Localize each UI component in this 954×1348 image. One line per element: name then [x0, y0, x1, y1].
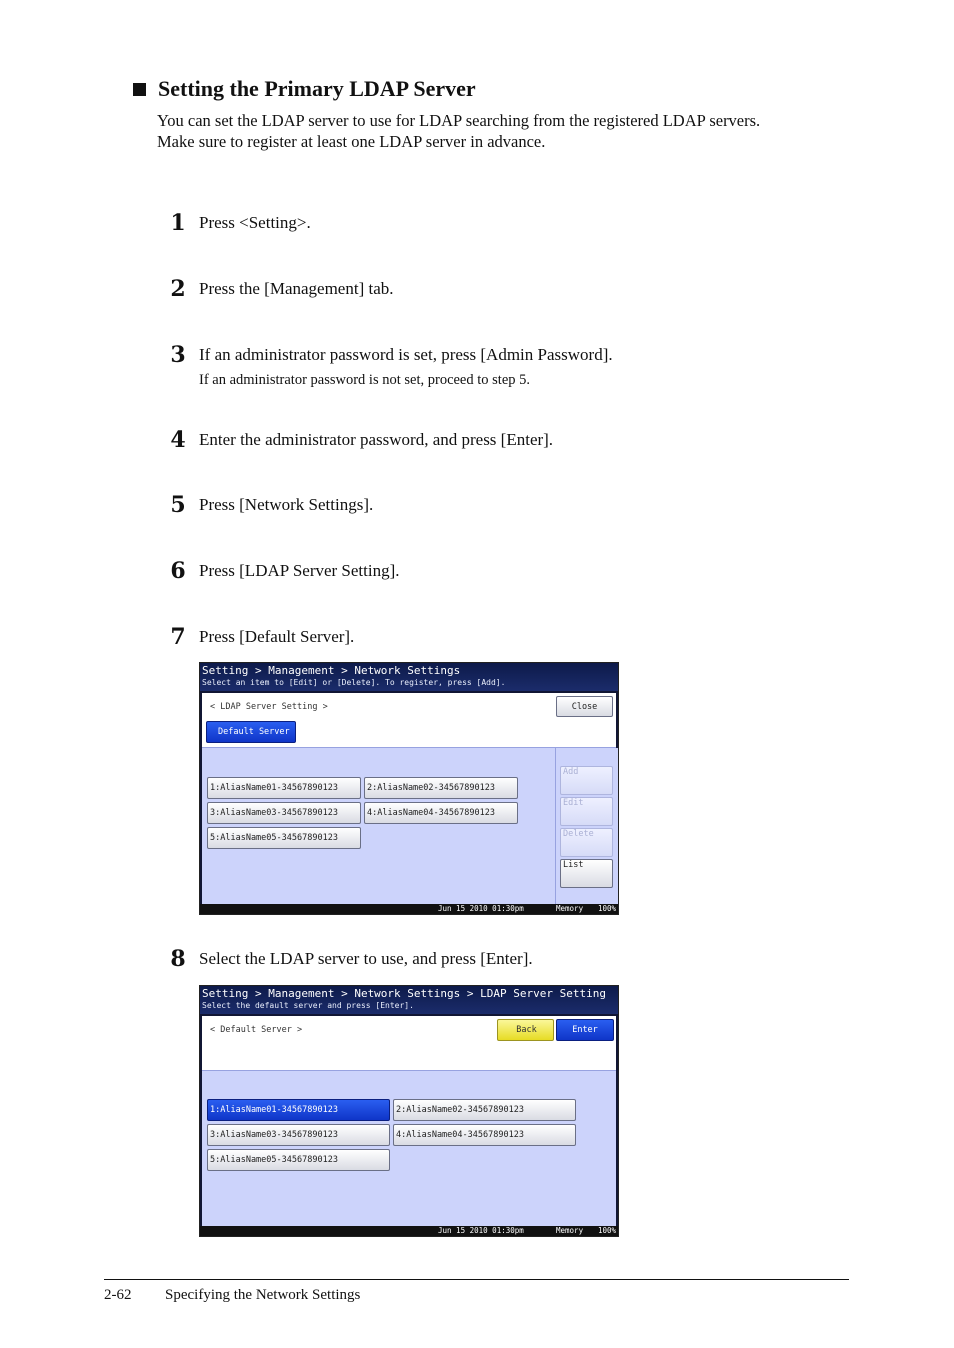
step-text: Press the [Management] tab.	[199, 279, 394, 298]
step-text: Press [LDAP Server Setting].	[199, 561, 400, 580]
server-button-5[interactable]: 5:AliasName05-34567890123	[207, 1149, 390, 1171]
intro-text	[157, 110, 817, 152]
chapter-title: Specifying the Network Settings	[165, 1287, 361, 1303]
step-text: Press [Network Settings].	[199, 495, 374, 514]
enter-button[interactable]: Enter	[556, 1019, 614, 1041]
server-button-2[interactable]: 2:AliasName02-34567890123	[393, 1099, 576, 1121]
status-date: Jun 15 2010 01:30pm	[438, 1226, 524, 1235]
server-button-4[interactable]: 4:AliasName04-34567890123	[393, 1124, 576, 1146]
server-button-2[interactable]: 2:AliasName02-34567890123	[364, 777, 518, 799]
status-memory-label: Memory	[556, 904, 584, 913]
step-text: Press [Default Server].	[199, 627, 355, 646]
screen-breadcrumb: Setting > Management > Network Settings > LDAP Server Setting	[202, 987, 606, 1000]
section-title-text: Setting the Primary LDAP Server	[158, 76, 476, 101]
edit-button[interactable]: Edit	[560, 797, 613, 826]
server-list-area	[202, 747, 616, 905]
screen-instructions: Select the default server and press [Enter].	[202, 1001, 414, 1010]
intro-line-1: You can set the LDAP server to use for LDAP searching from the registered LDAP servers.	[157, 111, 761, 130]
screen-top-area	[202, 1016, 616, 1070]
server-button-1[interactable]: 1:AliasName01-34567890123	[207, 1099, 390, 1121]
screen-crumb: < LDAP Server Setting >	[210, 702, 328, 712]
screen-header	[200, 986, 618, 1014]
status-memory-percent: 100%	[598, 904, 617, 913]
step-number: 3	[170, 342, 186, 368]
status-memory-label: Memory	[556, 1226, 584, 1235]
footer-rule	[104, 1279, 849, 1280]
screen-crumb: < Default Server >	[210, 1025, 303, 1035]
status-bar	[200, 904, 618, 914]
delete-button[interactable]: Delete	[560, 828, 613, 857]
section-title	[133, 76, 476, 102]
server-button-4[interactable]: 4:AliasName04-34567890123	[364, 802, 518, 824]
intro-line-2: Make sure to register at least one LDAP server in advance.	[157, 132, 546, 151]
server-button-3[interactable]: 3:AliasName03-34567890123	[207, 1124, 390, 1146]
server-button-3[interactable]: 3:AliasName03-34567890123	[207, 802, 361, 824]
close-button[interactable]: Close	[556, 696, 613, 717]
screen-breadcrumb: Setting > Management > Network Settings	[202, 664, 461, 677]
status-memory-percent: 100%	[598, 1226, 617, 1235]
step-text: Select the LDAP server to use, and press [Enter].	[199, 949, 533, 968]
step-number: 8	[170, 946, 186, 972]
step-text: Press <Setting>.	[199, 213, 311, 232]
step-text: If an administrator password is set, press [Admin Password].	[199, 345, 613, 364]
bullet-square-icon	[133, 83, 146, 96]
page-number: 2-62	[104, 1287, 132, 1303]
default-server-screen	[199, 985, 619, 1237]
screen-top-area	[202, 693, 616, 747]
status-bar	[200, 1226, 618, 1236]
ldap-server-setting-screen	[199, 662, 619, 915]
step-number: 1	[170, 210, 186, 236]
screen-header	[200, 663, 618, 691]
back-button[interactable]: Back	[497, 1019, 554, 1041]
step-note: If an administrator password is not set, proceed to step 5.	[199, 372, 531, 388]
add-button[interactable]: Add	[560, 766, 613, 795]
server-button-5[interactable]: 5:AliasName05-34567890123	[207, 827, 361, 849]
default-server-button[interactable]: Default Server	[206, 721, 296, 743]
step-number: 6	[170, 558, 186, 584]
step-number: 2	[170, 276, 186, 302]
step-number: 5	[170, 492, 186, 518]
status-date: Jun 15 2010 01:30pm	[438, 904, 524, 913]
list-button[interactable]: List	[560, 859, 613, 888]
step-text: Enter the administrator password, and press [Enter].	[199, 430, 554, 449]
step-number: 7	[170, 624, 186, 650]
server-button-1[interactable]: 1:AliasName01-34567890123	[207, 777, 361, 799]
screen-instructions: Select an item to [Edit] or [Delete]. To register, press [Add].	[202, 678, 506, 687]
server-list-area	[202, 1070, 616, 1227]
step-number: 4	[170, 427, 186, 453]
side-action-column	[555, 748, 618, 905]
